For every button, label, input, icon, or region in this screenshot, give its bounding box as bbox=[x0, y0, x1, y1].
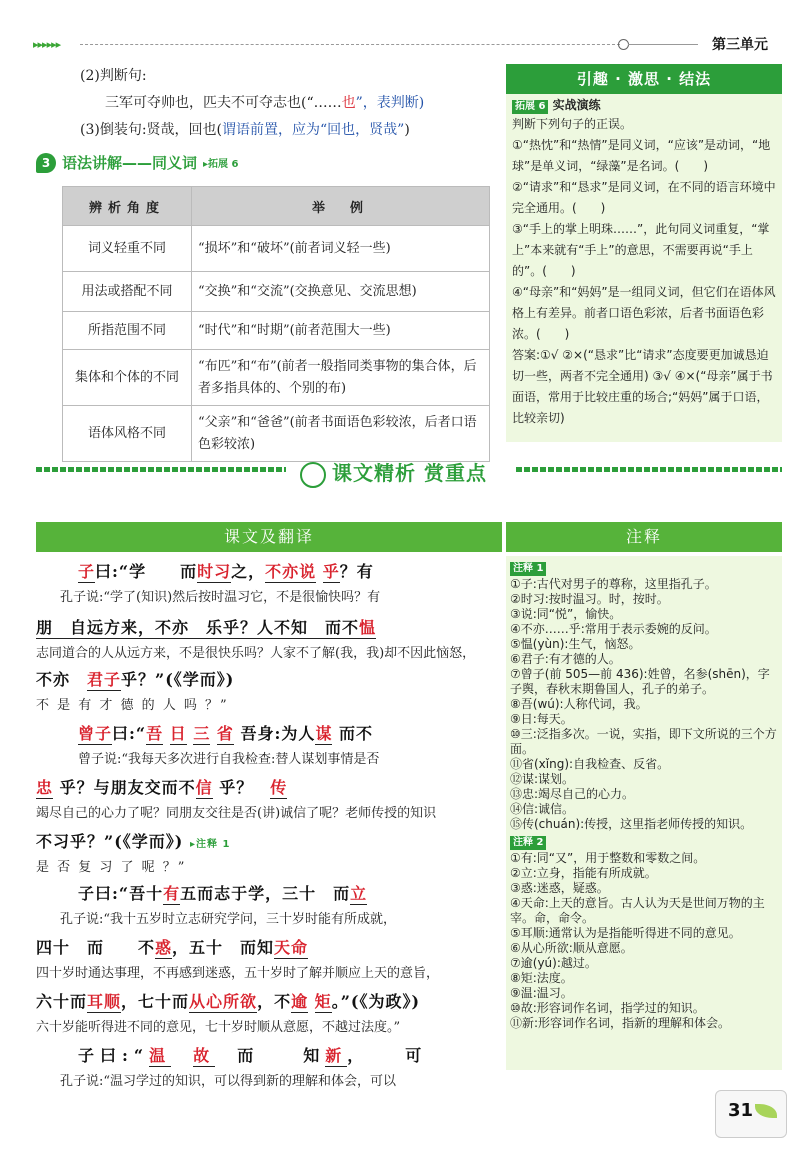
synonym-table bbox=[62, 186, 490, 462]
page-number: 31 bbox=[728, 1100, 754, 1121]
text-translation-bar: 课文及翻译 bbox=[36, 522, 502, 552]
passage-2-translation-line-2: 竭尽自己的心力了呢？同朋友交往是否(讲)诚信了呢？老师传授的知识 bbox=[36, 806, 437, 821]
practice-answer: 答案:①√ ②×(“恳求”比“请求”态度要更加诚恳迫切一些，两者不完全通用) ③√ ④×(“母亲”属于书面语，常用于比较庄重的场合;“妈妈”属于口语，比较亲切) bbox=[512, 348, 773, 425]
section-3-heading bbox=[36, 152, 238, 173]
table-row bbox=[63, 350, 490, 406]
annotation-1-tag[interactable]: ▸注释 1 bbox=[189, 839, 231, 850]
passage-3-original-line-3: 六十而耳顺，七十而从心所欲，不逾 矩。”(《为政》) bbox=[36, 992, 421, 1011]
passage-1-original-line-2: 朋 自远方来，不亦 乐乎？人不知 而不愠 bbox=[36, 618, 377, 637]
note-item: ⑮传(chuán):传授，这里指老师传授的知识。 bbox=[510, 817, 753, 831]
table-row bbox=[63, 312, 490, 350]
table-header: 辨析角度 bbox=[63, 187, 192, 226]
table-cell: “父亲”和“爸爸”(前者书面语色彩较浓，后者口语色彩较浓) bbox=[192, 406, 490, 462]
section-divider-title: 课文精析 赏重点 bbox=[300, 457, 487, 488]
passage-4-translation-line-1: 孔子说:“温习学过的知识，可以得到新的理解和体会，可以 bbox=[60, 1074, 397, 1089]
divider-stripe-left bbox=[36, 467, 286, 472]
passage-3-original-line-2: 四十 而 不惑，五十 而知天命 bbox=[36, 938, 309, 957]
passage-2-original-line-3: 不习乎？”(《学而》) ▸注释 1 bbox=[36, 832, 231, 851]
annotations-content bbox=[510, 560, 780, 1031]
note-item: ⑦逾(yú):越过。 bbox=[510, 956, 597, 970]
annotation-bar: 注释 bbox=[506, 522, 782, 552]
table-cell: “损坏”和“破坏”(前者词义轻一些) bbox=[192, 226, 490, 272]
passage-1-translation-line-2: 志同道合的人从远方来，不是很快乐吗？人家不了解(我，我)却不因此恼怒， bbox=[36, 646, 476, 661]
section-title: 语法讲解——同义词 bbox=[62, 154, 198, 172]
note-item: ⑥君子:有才德的人。 bbox=[510, 652, 621, 666]
table-cell: 用法或搭配不同 bbox=[63, 272, 192, 312]
top-line-2: 三军可夺帅也，匹夫不可夺志也(“……也”，表判断) bbox=[105, 95, 425, 111]
practice-item: ①“热忱”和“热情”是同义词，“应该”是动词，“地球”是单义词，“绿藻”是名词。( ) bbox=[512, 138, 771, 173]
table-cell: “时代”和“时期”(前者范围大一些) bbox=[192, 312, 490, 350]
note-item: ⑤耳顺:通常认为是指能听得进不同的意见。 bbox=[510, 926, 741, 940]
practice-title: 实战演练 bbox=[552, 98, 601, 112]
practice-item: ③“手上的掌上明珠……”，此句同义词重复，“掌上”本来就有“手上”的意思，不需要再说“手上的”。( ) bbox=[512, 222, 770, 278]
practice-prompt: 判断下列句子的正误。 bbox=[512, 117, 633, 131]
practice-item: ④“母亲”和“妈妈”是一组同义词，但它们在语体风格上有差异。前者口语色彩浓，后者书面语色彩浓。( ) bbox=[512, 285, 776, 341]
table-cell: “交换”和“交流”(交换意见、交流思想) bbox=[192, 272, 490, 312]
note-item: ②立:立身，指能有所成就。 bbox=[510, 866, 657, 880]
note-item: ⑪省(xǐng):自我检查、反省。 bbox=[510, 757, 670, 771]
passage-1-original-line-3: 不亦 君子乎？”(《学而》) bbox=[36, 670, 235, 689]
note-item: ⑩故:形容词作名词，指学过的知识。 bbox=[510, 1001, 705, 1015]
table-row bbox=[63, 406, 490, 462]
practice-box-header: 引趣 · 激思 · 结法 bbox=[506, 64, 782, 94]
note-item: ①有:同“又”，用于整数和零数之间。 bbox=[510, 851, 706, 865]
passage-2-original-line-2: 忠 乎？与朋友交而不信 乎？ 传 bbox=[36, 778, 288, 797]
note-item: ④不亦……乎:常用于表示委婉的反问。 bbox=[510, 622, 717, 636]
note-item: ⑤愠(yùn):生气，恼怒。 bbox=[510, 637, 641, 651]
table-row bbox=[63, 226, 490, 272]
passage-3-translation-line-1: 孔子说:“我十五岁时立志研究学问，三十岁时能有所成就， bbox=[60, 912, 397, 927]
passage-4-original-line-1: 子曰:“温 故 而 知新， 可 bbox=[78, 1046, 428, 1065]
note-item: ③惑:迷惑，疑惑。 bbox=[510, 881, 609, 895]
note-item: ④天命:上天的意旨。古人认为天是世间万物的主宰。命，命令。 bbox=[510, 896, 765, 925]
note-item: ⑨温:温习。 bbox=[510, 986, 573, 1000]
passage-1-original-line-1: 子曰:“学 而时习之，不亦说 乎？有 bbox=[78, 562, 374, 581]
header-rule-2 bbox=[628, 44, 698, 45]
note-item: ⑥从心所欲:顺从意愿。 bbox=[510, 941, 633, 955]
note-item: ⑫谋:谋划。 bbox=[510, 772, 575, 786]
note-item: ⑭信:诚信。 bbox=[510, 802, 575, 816]
note-item: ⑨日:每天。 bbox=[510, 712, 573, 726]
note-item: ⑧矩:法度。 bbox=[510, 971, 573, 985]
header-rule bbox=[80, 44, 620, 45]
divider-stripe-right bbox=[516, 467, 782, 472]
extension-tag[interactable]: ▸拓展 6 bbox=[203, 159, 239, 170]
unit-title: 第三单元 bbox=[712, 37, 768, 53]
table-cell: 所指范围不同 bbox=[63, 312, 192, 350]
note-item: ⑧吾(wú):人称代词，我。 bbox=[510, 697, 648, 711]
note-item: ⑪新:形容词作名词，指新的理解和体会。 bbox=[510, 1016, 731, 1030]
table-row bbox=[63, 272, 490, 312]
passage-2-original-line-1: 曾子曰:“吾 日 三 省 吾身:为人谋 而不 bbox=[78, 724, 374, 743]
extension-badge: 拓展 6 bbox=[512, 100, 548, 114]
table-cell: 词义轻重不同 bbox=[63, 226, 192, 272]
passage-2-translation-line-3: 是 否 复 习 了 呢 ？” bbox=[36, 860, 187, 875]
practice-title-row bbox=[512, 96, 776, 114]
passage-3-translation-line-2: 四十岁时通达事理，不再感到迷惑，五十岁时了解并顺应上天的意旨， bbox=[36, 966, 440, 981]
table-cell: 语体风格不同 bbox=[63, 406, 192, 462]
passage-1-translation-line-1: 孔子说:“学了(知识)然后按时温习它，不是很愉快吗？有 bbox=[60, 590, 381, 605]
passage-3-original-line-1: 子曰:“吾十有五而志于学，三十 而立 bbox=[78, 884, 368, 903]
note-item: ⑬忠:竭尽自己的心力。 bbox=[510, 787, 635, 801]
table-cell: “布匹”和“布”(前者一般指同类事物的集合体，后者多指具体的、个别的布) bbox=[192, 350, 490, 406]
practice-item: ②“请求”和“恳求”是同义词，在不同的语言环境中完全通用。( ) bbox=[512, 180, 776, 215]
table-header: 举 例 bbox=[192, 187, 490, 226]
passage-2-translation-line-1: 曾子说:“我每天多次进行自我检查:替人谋划事情是否 bbox=[78, 752, 380, 767]
top-line-3: (3)倒装句:贤哉，回也(谓语前置，应为“回也，贤哉”) bbox=[80, 122, 410, 138]
note-item: ③说:同“悦”，愉快。 bbox=[510, 607, 622, 621]
note-item: ⑩三:泛指多次。一说，实指，即下文所说的三个方面。 bbox=[510, 727, 777, 756]
note-item: ①子:古代对男子的尊称，这里指孔子。 bbox=[510, 577, 717, 591]
table-cell: 集体和个体的不同 bbox=[63, 350, 192, 406]
annotation-badge-2: 注释 2 bbox=[510, 836, 546, 850]
passage-1-translation-line-3: 不 是 有 才 德 的 人 吗 ？” bbox=[36, 698, 229, 713]
practice-content bbox=[512, 114, 778, 429]
note-item: ⑦曾子(前 505—前 436):姓曾，名参(shēn)，字子舆，春秋末期鲁国人，孔子的弟子。 bbox=[510, 667, 770, 696]
passage-3-translation-line-3: 六十岁能听得进不同的意见，七十岁时顺从意愿，不越过法度。” bbox=[36, 1020, 401, 1035]
header-dots: ▸▸▸▸▸▸ bbox=[33, 38, 61, 51]
note-item: ②时习:按时温习。时，按时。 bbox=[510, 592, 669, 606]
top-line-1: (2)判断句: bbox=[80, 68, 147, 84]
section-number-badge: 3 bbox=[36, 153, 56, 173]
annotation-badge-1: 注释 1 bbox=[510, 562, 546, 576]
leaf-circle-icon bbox=[300, 462, 326, 488]
